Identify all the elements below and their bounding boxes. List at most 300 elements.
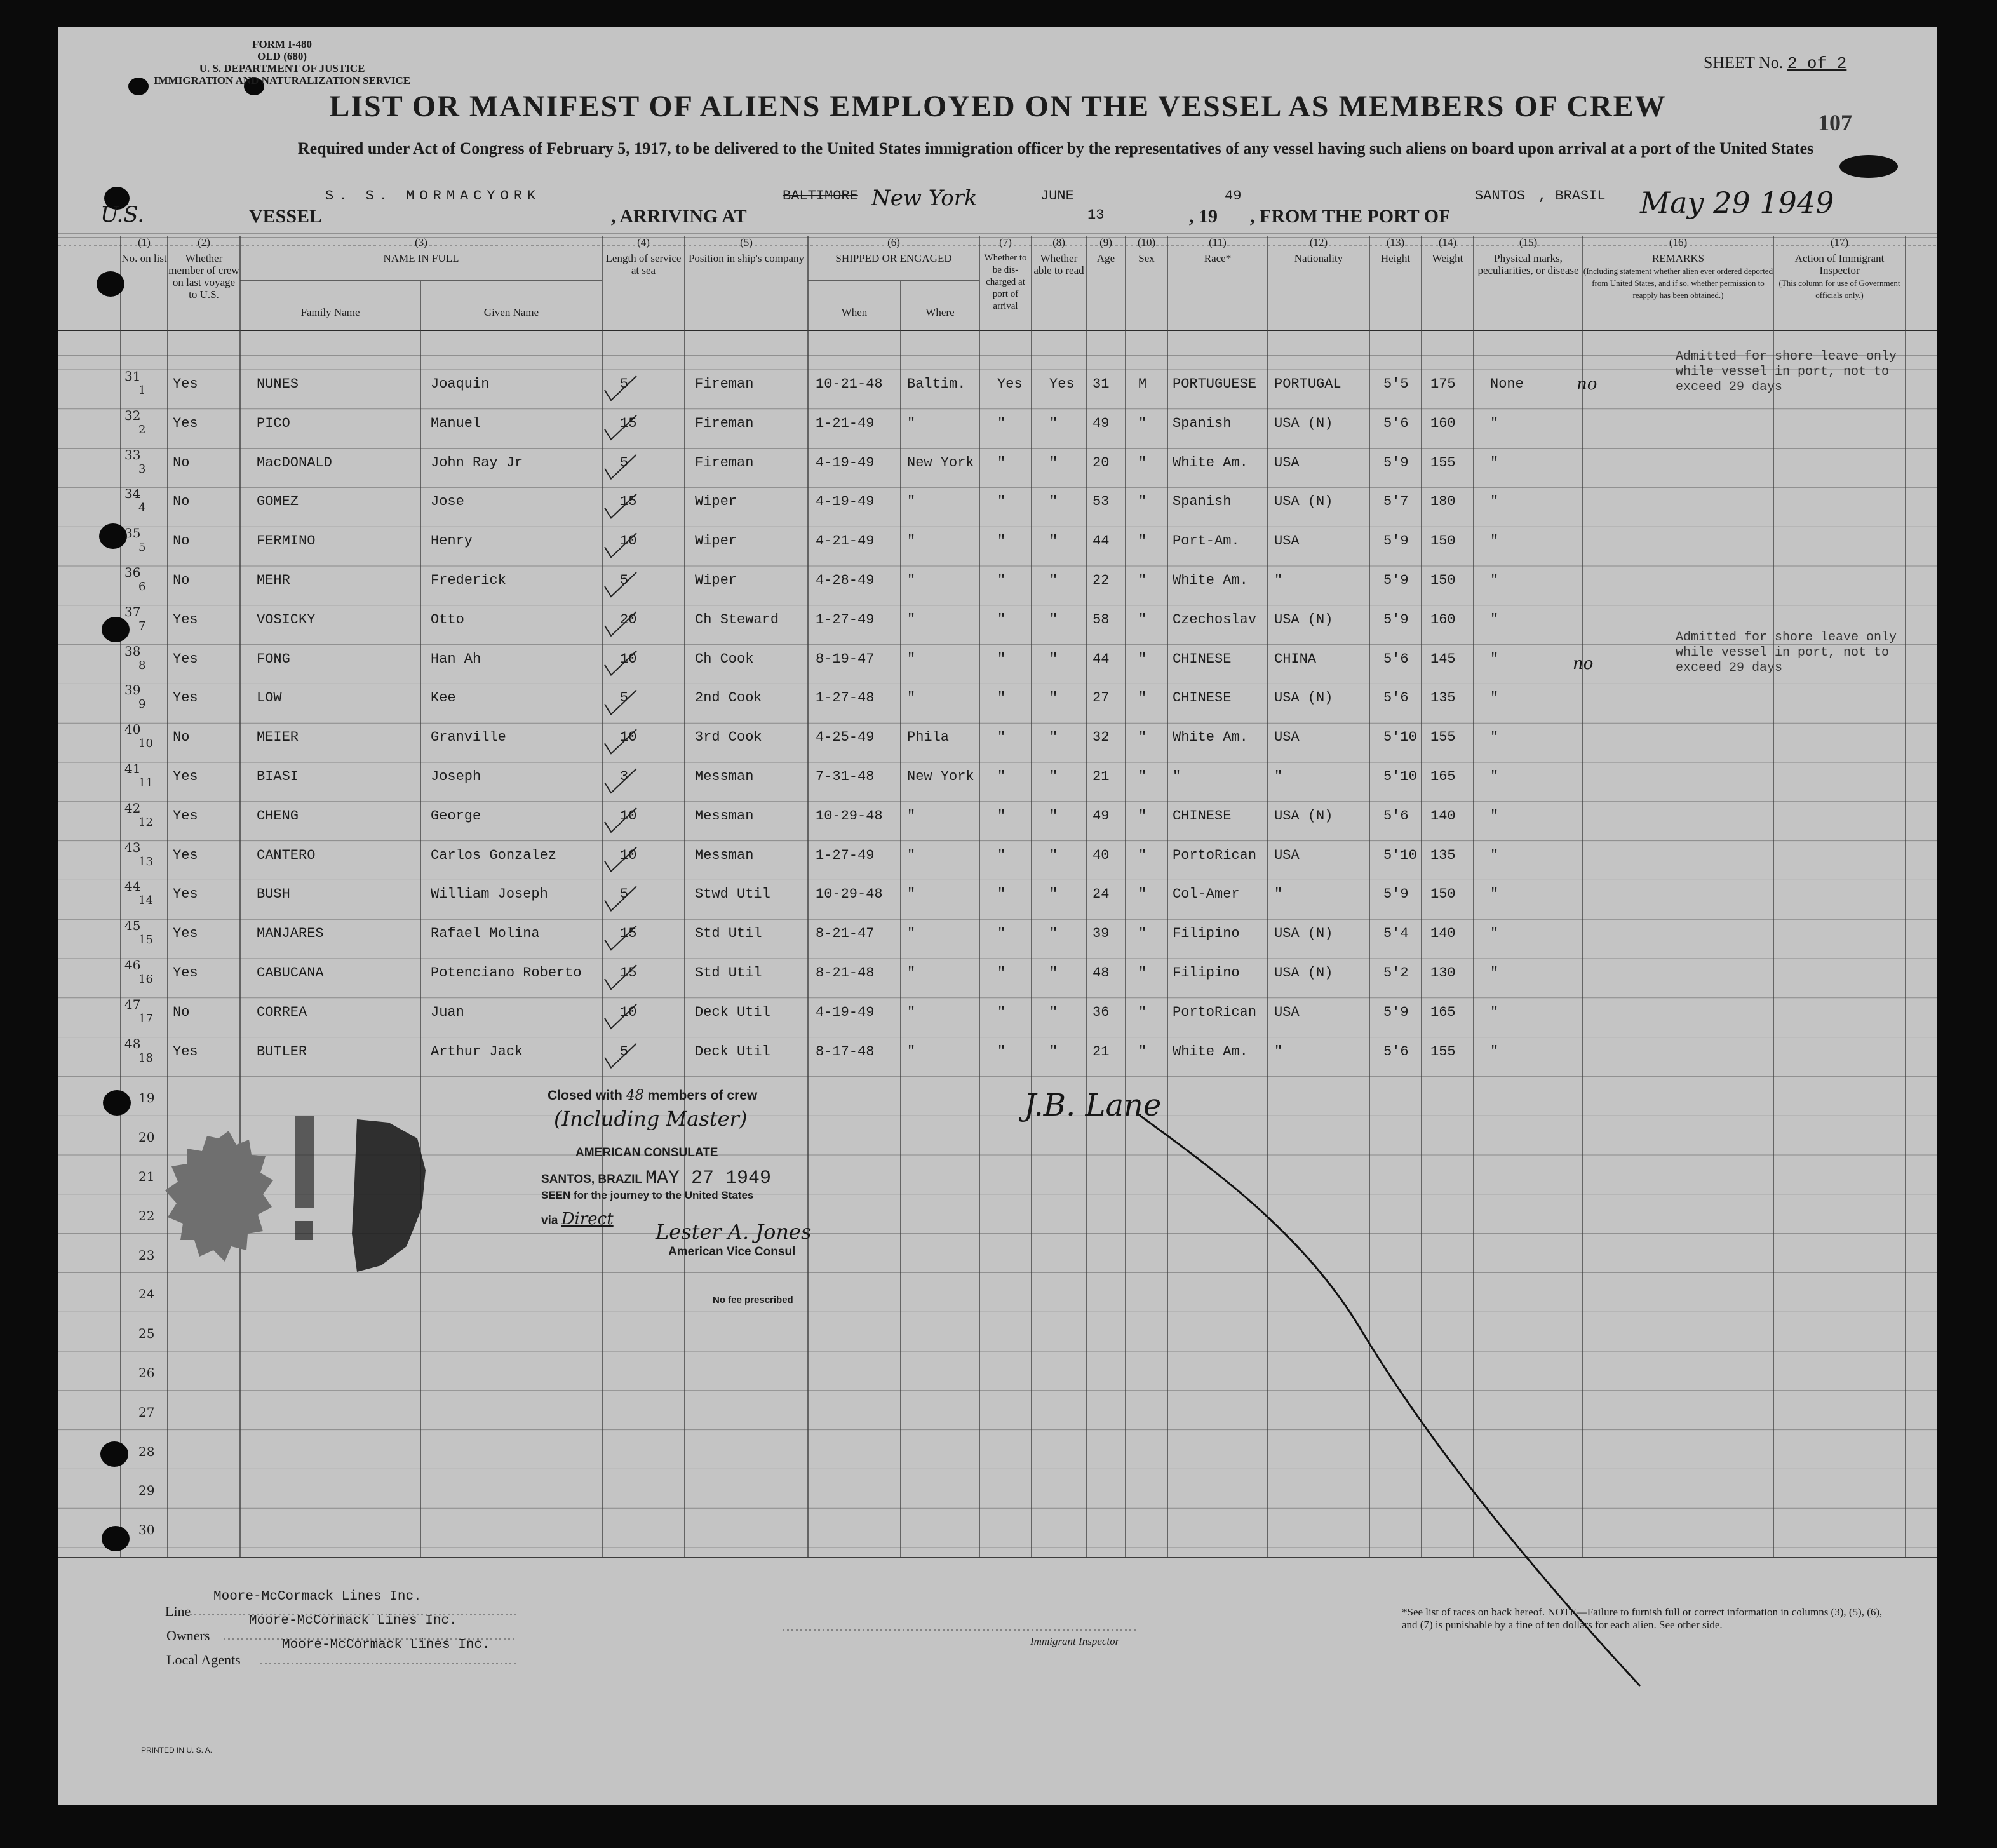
cell-where: " <box>907 572 916 588</box>
cell-where: " <box>907 415 916 431</box>
cell-discharged: " <box>997 690 1006 706</box>
cell-read: " <box>1049 769 1058 785</box>
cell-where: " <box>907 926 916 942</box>
cell-position: Wiper <box>695 494 737 510</box>
cell-nationality: USA <box>1274 847 1300 863</box>
row-number-handwritten: 42 <box>124 800 141 816</box>
inspector-signature: J.B. Lane <box>1024 1088 1162 1123</box>
cell-sex: " <box>1138 847 1147 863</box>
cell-discharged: " <box>997 926 1006 942</box>
cell-age: 27 <box>1093 690 1110 706</box>
cell-marks: " <box>1490 1004 1499 1020</box>
fee-note: No fee prescribed <box>713 1295 793 1305</box>
footer-line-label: Line <box>165 1603 191 1619</box>
cell-service: 5 <box>620 1043 629 1060</box>
cell-read: " <box>1049 847 1058 863</box>
cell-voyage: No <box>173 572 190 588</box>
cell-weight: 155 <box>1430 454 1456 471</box>
via-line: via Direct <box>541 1210 614 1229</box>
row-number-printed: 16 <box>138 973 153 986</box>
row-number-printed: 2 <box>138 422 146 436</box>
row-number-handwritten: 38 <box>124 643 141 659</box>
row-number-printed: 9 <box>138 698 146 712</box>
cell-nationality: USA (N) <box>1274 690 1333 706</box>
cell-position: Messman <box>695 807 754 824</box>
cell-marks: " <box>1490 965 1499 981</box>
cell-weight: 135 <box>1430 690 1456 706</box>
row-number-handwritten: 33 <box>124 447 141 462</box>
cell-when: 4-19-49 <box>816 454 875 471</box>
cell-sex: " <box>1138 572 1147 588</box>
cell-weight: 150 <box>1430 886 1456 903</box>
cell-race: Port-Am. <box>1173 533 1240 550</box>
cell-when: 8-21-47 <box>816 926 875 942</box>
row-number-handwritten: 41 <box>124 761 141 776</box>
cell-voyage: Yes <box>173 886 198 903</box>
footer-inspector-label: Immigrant Inspector <box>1030 1635 1120 1647</box>
cell-height: 5'5 <box>1383 376 1409 392</box>
cell-discharged: " <box>997 729 1006 746</box>
page-number: 107 <box>1818 110 1852 135</box>
cell-sex: " <box>1138 690 1147 706</box>
cell-age: 24 <box>1093 886 1110 903</box>
cell-discharged: " <box>997 847 1006 863</box>
cell-voyage: Yes <box>173 965 198 981</box>
cell-race: Filipino <box>1173 965 1240 981</box>
cell-age: 39 <box>1093 926 1110 942</box>
cell-when: 1-27-49 <box>816 847 875 863</box>
cell-read: " <box>1049 1043 1058 1060</box>
cell-given: John Ray Jr <box>431 454 523 471</box>
arriving-port-handwritten: New York <box>871 185 978 211</box>
cell-where: " <box>907 651 916 667</box>
cell-weight: 140 <box>1430 926 1456 942</box>
from-port: SANTOS <box>1475 188 1526 204</box>
cell-given: Otto <box>431 611 464 628</box>
empty-row-number: 22 <box>138 1208 155 1224</box>
consul-signature: Lester A. Jones <box>656 1220 812 1244</box>
vessel-name: S. S. MORMACYORK <box>325 188 541 204</box>
cell-read: " <box>1049 1004 1058 1020</box>
row-number-printed: 4 <box>138 501 146 515</box>
cell-discharged: " <box>997 651 1006 667</box>
cell-marks: " <box>1490 769 1499 785</box>
cell-service: 5 <box>620 454 629 471</box>
including-master-note: (Including Master) <box>554 1107 748 1131</box>
cell-position: Ch Cook <box>695 651 754 667</box>
cell-service: 5 <box>620 572 629 588</box>
cell-family: MEHR <box>257 572 290 588</box>
arriving-port-struck: BALTIMORE <box>783 188 858 204</box>
cell-height: 5'9 <box>1383 1004 1409 1020</box>
cell-given: Joaquin <box>431 376 490 392</box>
cell-family: CABUCANA <box>257 965 324 981</box>
cell-voyage: Yes <box>173 807 198 824</box>
cell-family: GOMEZ <box>257 494 299 510</box>
cell-service: 5 <box>620 376 629 392</box>
footer-note: *See list of races on back hereof. NOTE—Failure to furnish full or correct information in columns (3), (5), (6), and (7) is punishable by a fine of ten dollars for each alien. See other side. <box>1402 1606 1883 1631</box>
cell-nationality: USA <box>1274 729 1300 746</box>
cell-age: 32 <box>1093 729 1110 746</box>
cell-marks: " <box>1490 415 1499 431</box>
cell-discharged: " <box>997 533 1006 550</box>
cell-position: Std Util <box>695 926 762 942</box>
cell-discharged: " <box>997 769 1006 785</box>
cell-marks: None <box>1490 376 1524 392</box>
cell-when: 10-29-48 <box>816 807 883 824</box>
cell-when: 7-31-48 <box>816 769 875 785</box>
cell-given: Han Ah <box>431 651 481 667</box>
cell-height: 5'4 <box>1383 926 1409 942</box>
consul-title: American Vice Consul <box>668 1245 796 1258</box>
cell-when: 10-29-48 <box>816 886 883 903</box>
row-number-printed: 14 <box>138 894 153 908</box>
cell-when: 10-21-48 <box>816 376 883 392</box>
empty-row-number: 26 <box>138 1365 155 1380</box>
footer-agents-label: Local Agents <box>166 1652 241 1668</box>
cell-position: Wiper <box>695 572 737 588</box>
arrival-month: JUNE <box>1040 188 1074 204</box>
cell-race: White Am. <box>1173 572 1248 588</box>
manifest-sheet <box>58 27 1937 1805</box>
cell-given: Manuel <box>431 415 481 431</box>
cell-where: " <box>907 533 916 550</box>
cell-voyage: Yes <box>173 690 198 706</box>
cell-read: " <box>1049 690 1058 706</box>
cell-weight: 175 <box>1430 376 1456 392</box>
row-number-handwritten: 37 <box>124 604 141 619</box>
cell-nationality: USA (N) <box>1274 494 1333 510</box>
cell-height: 5'7 <box>1383 494 1409 510</box>
cell-position: Messman <box>695 769 754 785</box>
cell-nationality: " <box>1274 1043 1283 1060</box>
arrival-day: 13 <box>1087 207 1105 223</box>
cell-family: BIASI <box>257 769 299 785</box>
cell-voyage: Yes <box>173 415 198 431</box>
cell-position: Std Util <box>695 965 762 981</box>
cell-family: FERMINO <box>257 533 316 550</box>
vessel-label: VESSEL <box>249 206 323 227</box>
cell-given: Joseph <box>431 769 481 785</box>
cell-voyage: Yes <box>173 1043 198 1060</box>
col-header-height: (13) Height <box>1380 236 1411 264</box>
col-header-action: (17) Action of Immigrant Inspector (This column for use of Government officials only.) <box>1778 236 1900 300</box>
cell-marks: " <box>1490 572 1499 588</box>
cell-voyage: Yes <box>173 769 198 785</box>
cell-nationality: USA <box>1274 454 1300 471</box>
col-header-name: (3) NAME IN FULL <box>383 236 459 264</box>
cell-weight: 165 <box>1430 769 1456 785</box>
cell-when: 4-19-49 <box>816 1004 875 1020</box>
empty-row-number: 19 <box>138 1090 155 1106</box>
cell-height: 5'6 <box>1383 690 1409 706</box>
cell-given: George <box>431 807 481 824</box>
row-number-printed: 3 <box>138 462 146 476</box>
cell-nationality: USA (N) <box>1274 415 1333 431</box>
cell-race: Spanish <box>1173 415 1232 431</box>
empty-row-number: 20 <box>138 1130 155 1145</box>
cell-weight: 160 <box>1430 415 1456 431</box>
cell-position: Stwd Util <box>695 886 770 903</box>
cell-given: William Joseph <box>431 886 548 903</box>
cell-read: " <box>1049 611 1058 628</box>
cell-age: 48 <box>1093 965 1110 981</box>
footer-owners-value: Moore-McCormack Lines Inc. <box>249 1614 457 1628</box>
cell-position: Ch Steward <box>695 611 779 628</box>
cell-discharged: Yes <box>997 376 1023 392</box>
cell-given: Henry <box>431 533 473 550</box>
cell-service: 15 <box>620 926 637 942</box>
cell-marks: " <box>1490 651 1499 667</box>
row-number-printed: 11 <box>138 776 153 790</box>
cell-sex: " <box>1138 611 1147 628</box>
cell-age: 31 <box>1093 376 1110 392</box>
empty-row-number: 23 <box>138 1247 155 1263</box>
margin-note: U.S. <box>100 202 145 227</box>
cell-nationality: USA (N) <box>1274 611 1333 628</box>
cell-voyage: Yes <box>173 847 198 863</box>
cell-age: 58 <box>1093 611 1110 628</box>
cell-position: Fireman <box>695 415 754 431</box>
cell-sex: " <box>1138 729 1147 746</box>
cell-service: 10 <box>620 651 637 667</box>
cell-given: Juan <box>431 1004 464 1020</box>
cell-sex: " <box>1138 1004 1147 1020</box>
cell-voyage: Yes <box>173 376 198 392</box>
cell-where: New York <box>907 769 974 785</box>
cell-weight: 135 <box>1430 847 1456 863</box>
cell-weight: 155 <box>1430 729 1456 746</box>
cell-discharged: " <box>997 886 1006 903</box>
cell-sex: " <box>1138 807 1147 824</box>
cell-discharged: " <box>997 1004 1006 1020</box>
cell-where: Phila <box>907 729 950 746</box>
cell-height: 5'6 <box>1383 415 1409 431</box>
cell-family: BUTLER <box>257 1043 307 1060</box>
cell-where: " <box>907 1004 916 1020</box>
cell-age: 53 <box>1093 494 1110 510</box>
cell-height: 5'9 <box>1383 572 1409 588</box>
col-header-weight: (14) Weight <box>1432 236 1463 264</box>
cell-race: " <box>1173 769 1181 785</box>
row-number-handwritten: 47 <box>124 996 141 1012</box>
cell-family: PICO <box>257 415 290 431</box>
cell-family: CANTERO <box>257 847 316 863</box>
cell-where: " <box>907 847 916 863</box>
cell-where: Baltim. <box>907 376 966 392</box>
cell-race: Spanish <box>1173 494 1232 510</box>
cell-position: Fireman <box>695 454 754 471</box>
empty-row-number: 27 <box>138 1404 155 1420</box>
cell-marks: " <box>1490 533 1499 550</box>
cell-service: 3 <box>620 769 629 785</box>
cell-given: Rafael Molina <box>431 926 540 942</box>
empty-row-number: 24 <box>138 1286 155 1302</box>
cell-position: Deck Util <box>695 1004 770 1020</box>
cell-service: 10 <box>620 847 637 863</box>
footer-line-value: Moore-McCormack Lines Inc. <box>213 1589 422 1604</box>
cell-family: NUNES <box>257 376 299 392</box>
cell-read: " <box>1049 886 1058 903</box>
cell-height: 5'9 <box>1383 886 1409 903</box>
cell-where: " <box>907 965 916 981</box>
cell-age: 22 <box>1093 572 1110 588</box>
cell-voyage: Yes <box>173 611 198 628</box>
cell-sex: M <box>1138 376 1147 392</box>
cell-family: MEIER <box>257 729 299 746</box>
cell-where: " <box>907 807 916 824</box>
cell-given: Jose <box>431 494 464 510</box>
cell-given: Granville <box>431 729 506 746</box>
col-header-when: When <box>841 306 868 318</box>
cell-race: White Am. <box>1173 1043 1248 1060</box>
cell-marks: " <box>1490 847 1499 863</box>
cell-family: MANJARES <box>257 926 324 942</box>
row-number-handwritten: 39 <box>124 682 141 698</box>
cell-race: White Am. <box>1173 729 1248 746</box>
col-header-where: Where <box>925 306 955 318</box>
cell-service: 15 <box>620 415 637 431</box>
remark-shore-leave-1: Admitted for shore leave only while vessel in port, not to exceed 29 days <box>1676 349 1897 395</box>
cell-when: 1-27-48 <box>816 690 875 706</box>
col-header-read: (8) Whether able to read <box>1033 236 1084 276</box>
cell-sex: " <box>1138 494 1147 510</box>
cell-position: Deck Util <box>695 1043 770 1060</box>
row-number-handwritten: 35 <box>124 525 141 541</box>
row-number-printed: 8 <box>138 658 146 672</box>
cell-race: Filipino <box>1173 926 1240 942</box>
col-header-remarks: (16) REMARKS (Including statement whether alien ever ordered deported from United States, and if so, whether permission to reapply has been obtained.) <box>1583 236 1773 300</box>
cell-marks: " <box>1490 611 1499 628</box>
col-header-physical-marks: (15) Physical marks, peculiarities, or disease <box>1477 236 1579 276</box>
from-country: , BRASIL <box>1538 188 1606 204</box>
cell-weight: 155 <box>1430 1043 1456 1060</box>
cell-service: 15 <box>620 965 637 981</box>
cell-discharged: " <box>997 454 1006 471</box>
cell-sex: " <box>1138 926 1147 942</box>
cell-nationality: USA <box>1274 533 1300 550</box>
cell-service: 10 <box>620 807 637 824</box>
manifest-subtitle: Required under Act of Congress of February 5, 1917, to be delivered to the United States immigration officer by the representatives of any vessel having such aliens on board upon arrival at a port of the United States <box>297 139 1814 158</box>
seen-for-journey: SEEN for the journey to the United States <box>541 1189 754 1201</box>
cell-voyage: No <box>173 729 190 746</box>
cell-marks: " <box>1490 494 1499 510</box>
cell-weight: 140 <box>1430 807 1456 824</box>
cell-voyage: No <box>173 533 190 550</box>
col-header-age: (9) Age <box>1096 236 1115 264</box>
cell-sex: " <box>1138 454 1147 471</box>
empty-row-number: 30 <box>138 1522 155 1538</box>
cell-where: " <box>907 611 916 628</box>
cell-given: Kee <box>431 690 456 706</box>
cell-age: 36 <box>1093 1004 1110 1020</box>
cell-marks: " <box>1490 1043 1499 1060</box>
cell-height: 5'10 <box>1383 729 1417 746</box>
cell-position: Fireman <box>695 376 754 392</box>
cell-when: 4-28-49 <box>816 572 875 588</box>
sheet-number: SHEET No. 2 of 2 <box>1704 53 1847 73</box>
col-header-sex: (10) Sex <box>1137 236 1156 264</box>
cell-discharged: " <box>997 494 1006 510</box>
cell-discharged: " <box>997 965 1006 981</box>
col-header-family-name: Family Name <box>300 306 360 318</box>
cell-race: Col-Amer <box>1173 886 1240 903</box>
cell-weight: 150 <box>1430 533 1456 550</box>
cell-marks: " <box>1490 729 1499 746</box>
remark-mark-2: no <box>1573 654 1594 673</box>
col-header-shipped: (6) SHIPPED OR ENGAGED <box>835 236 952 264</box>
row-number-handwritten: 48 <box>124 1035 141 1051</box>
cell-read: Yes <box>1049 376 1075 392</box>
cell-marks: " <box>1490 690 1499 706</box>
row-number-handwritten: 34 <box>124 486 141 502</box>
cell-weight: 150 <box>1430 572 1456 588</box>
handwritten-date: May 29 1949 <box>1640 185 1834 220</box>
cell-read: " <box>1049 454 1058 471</box>
footer-agents-value: Moore-McCormack Lines Inc. <box>282 1638 490 1652</box>
cell-nationality: PORTUGAL <box>1274 376 1341 392</box>
cell-voyage: No <box>173 454 190 471</box>
col-header-last-voyage: (2) Whether member of crew on last voyage to U.S. <box>168 236 239 300</box>
row-number-handwritten: 45 <box>124 918 141 934</box>
cell-discharged: " <box>997 1043 1006 1060</box>
cell-height: 5'10 <box>1383 847 1417 863</box>
cell-where: New York <box>907 454 974 471</box>
cell-where: " <box>907 690 916 706</box>
cell-age: 21 <box>1093 769 1110 785</box>
cell-nationality: " <box>1274 769 1283 785</box>
cell-service: 5 <box>620 886 629 903</box>
cell-nationality: CHINA <box>1274 651 1317 667</box>
cell-when: 8-21-48 <box>816 965 875 981</box>
cell-position: Messman <box>695 847 754 863</box>
cell-service: 10 <box>620 1004 637 1020</box>
footer-rules <box>58 27 1937 1805</box>
cell-sex: " <box>1138 533 1147 550</box>
cell-marks: " <box>1490 454 1499 471</box>
cell-when: 4-25-49 <box>816 729 875 746</box>
remark-mark-1: no <box>1577 375 1597 394</box>
cell-weight: 180 <box>1430 494 1456 510</box>
row-number-handwritten: 40 <box>124 722 141 738</box>
cell-voyage: Yes <box>173 651 198 667</box>
closed-with-stamp: Closed with 48 members of crew <box>548 1088 758 1103</box>
cell-service: 20 <box>620 611 637 628</box>
cell-read: " <box>1049 729 1058 746</box>
row-number-handwritten: 43 <box>124 839 141 855</box>
col-header-service: (4) Length of service at sea <box>605 236 682 276</box>
cell-when: 4-21-49 <box>816 533 875 550</box>
cell-when: 4-19-49 <box>816 494 875 510</box>
cell-when: 8-19-47 <box>816 651 875 667</box>
cell-family: CHENG <box>257 807 299 824</box>
cell-sex: " <box>1138 886 1147 903</box>
col-header-race: (11) Race* <box>1204 236 1232 264</box>
cell-discharged: " <box>997 572 1006 588</box>
cell-discharged: " <box>997 611 1006 628</box>
row-number-printed: 15 <box>138 933 153 947</box>
row-number-printed: 6 <box>138 580 146 593</box>
consulate-title: AMERICAN CONSULATE <box>575 1146 718 1159</box>
cell-read: " <box>1049 533 1058 550</box>
row-number-printed: 1 <box>138 384 146 397</box>
arrival-year-prefix: , 19 <box>1189 206 1218 227</box>
empty-row-number: 21 <box>138 1169 155 1184</box>
cell-where: " <box>907 494 916 510</box>
row-number-printed: 17 <box>138 1011 153 1025</box>
cell-race: Czechoslav <box>1173 611 1257 628</box>
row-number-handwritten: 36 <box>124 565 141 580</box>
